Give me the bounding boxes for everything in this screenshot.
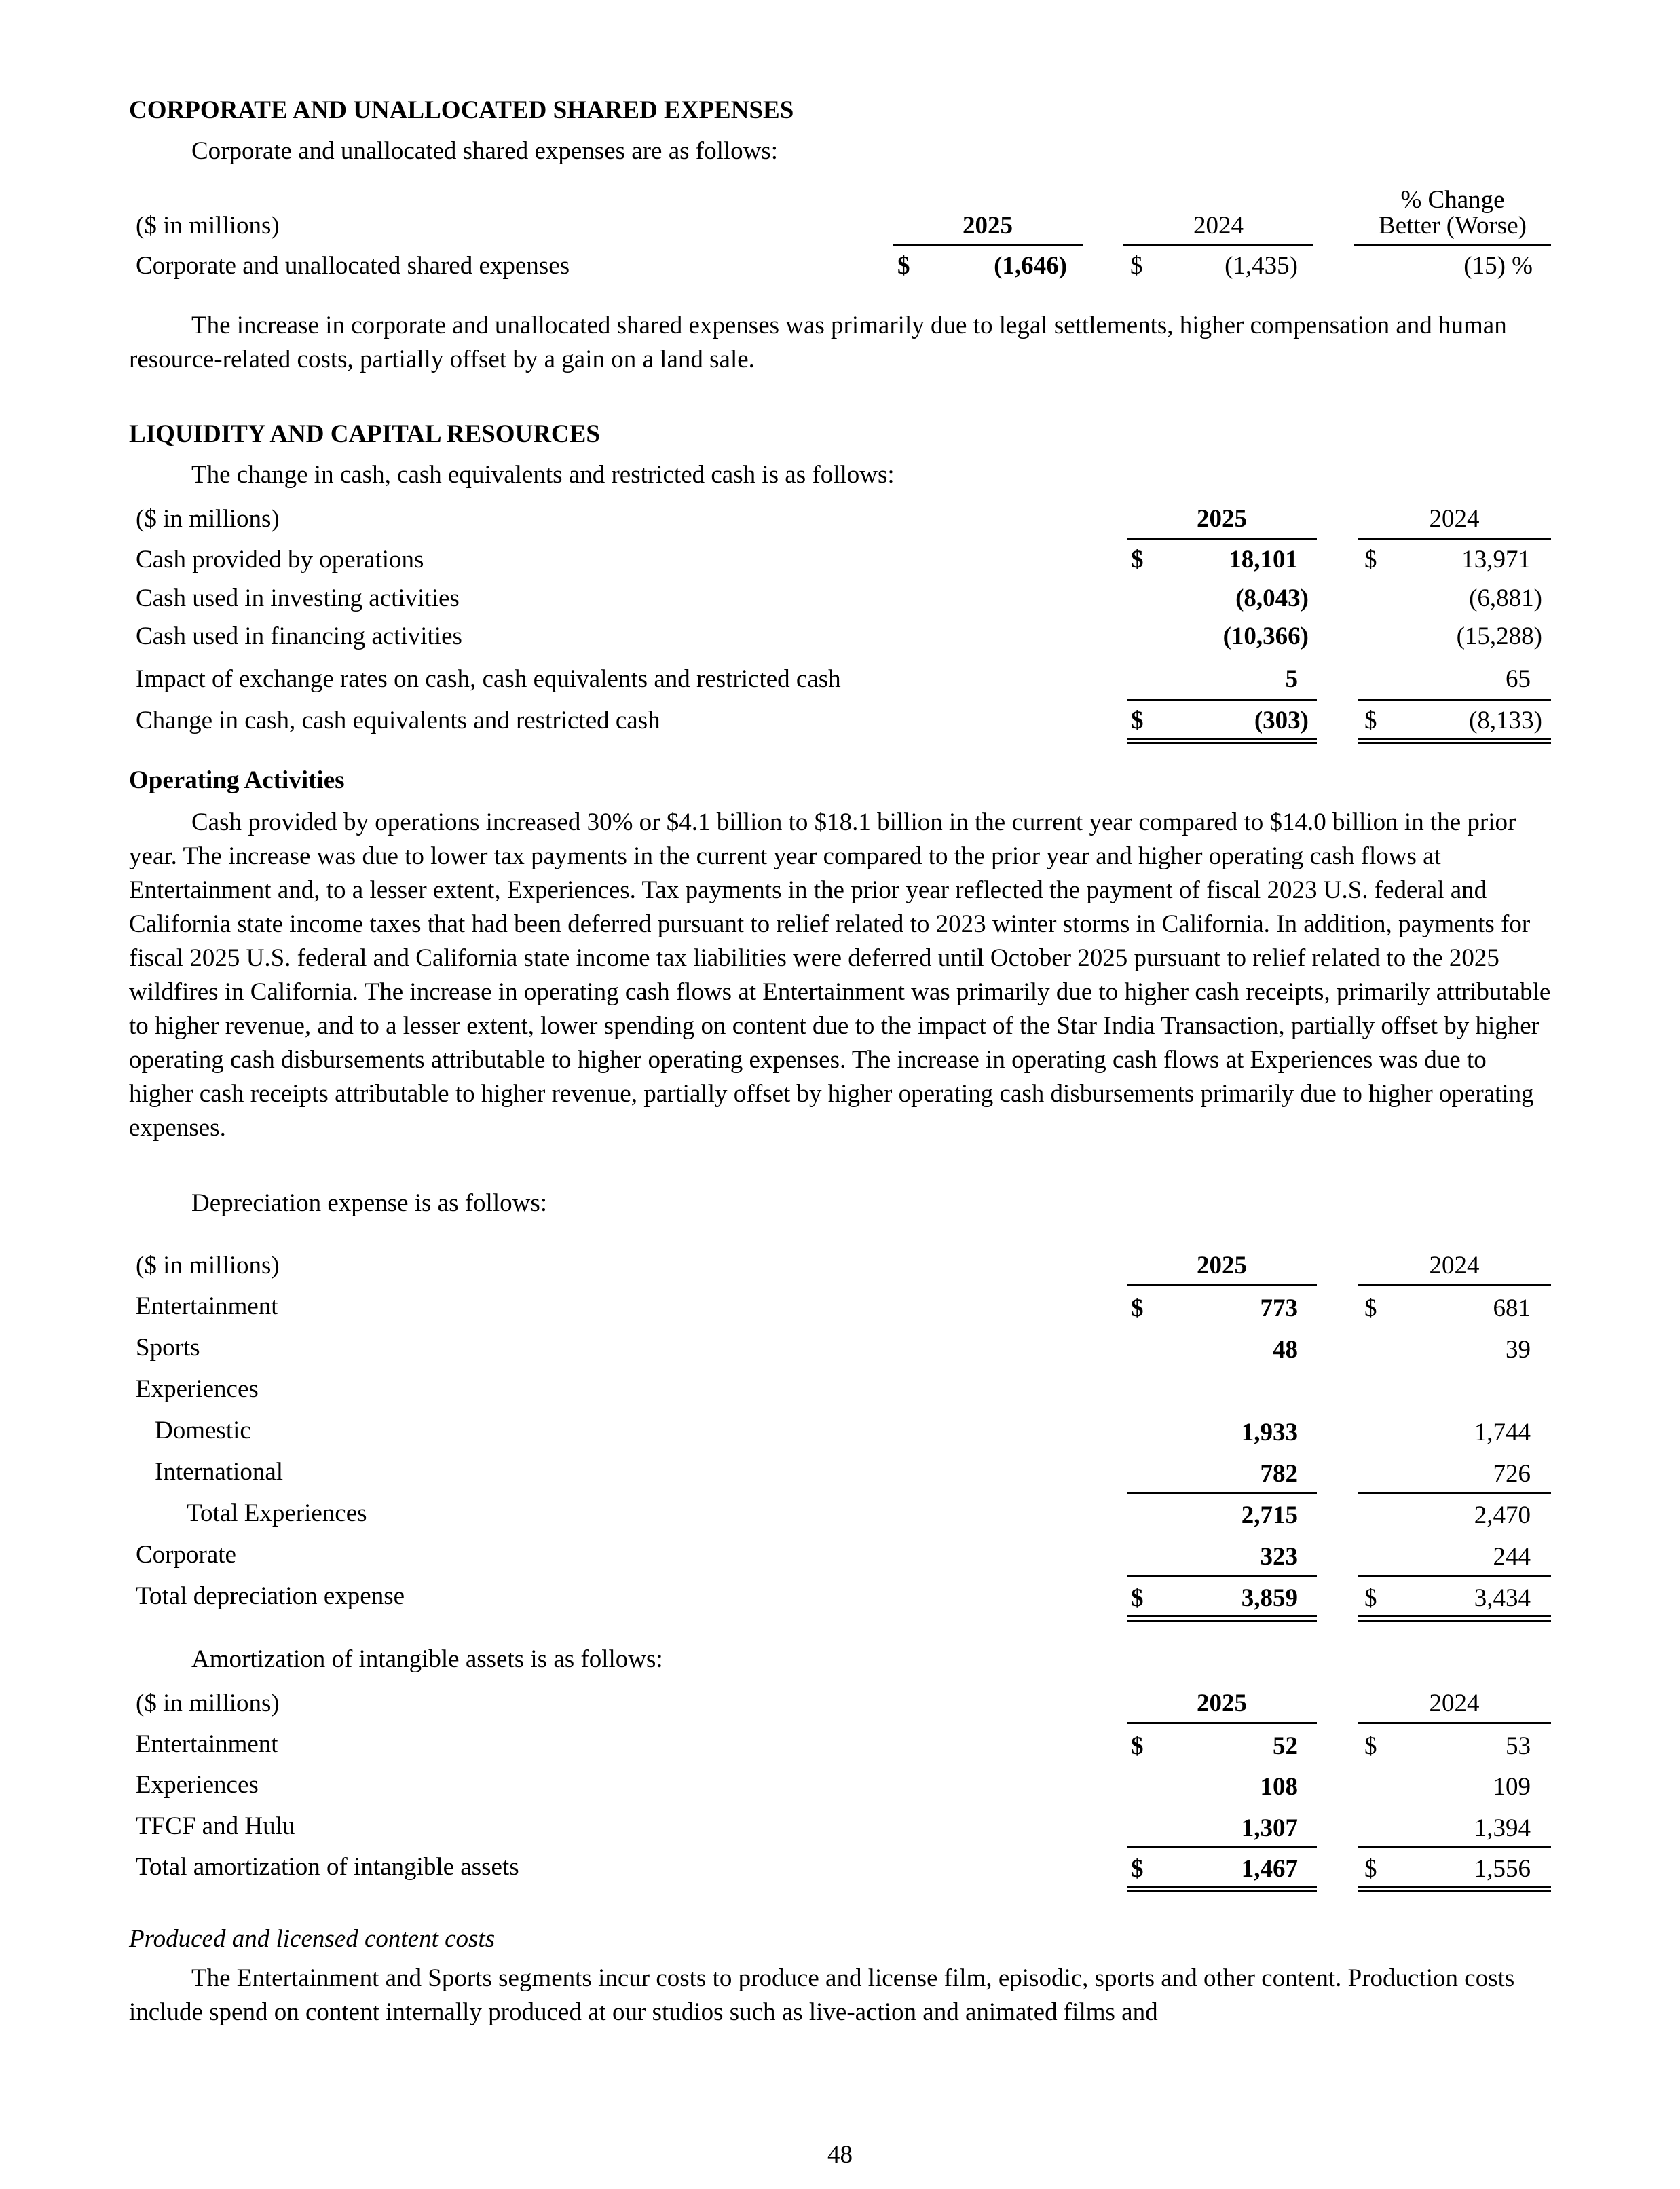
amortization-row-label: Total amortization of intangible assets xyxy=(136,1853,519,1881)
corporate-header-rule-2024 xyxy=(1123,244,1313,246)
corporate-val-2025: (1,646) xyxy=(994,252,1067,280)
corporate-header-2024: 2024 xyxy=(1193,212,1244,240)
page-number: 48 xyxy=(827,2141,853,2169)
depreciation-val-2025: 48 xyxy=(1273,1336,1298,1364)
cash-flow-cur-2025: $ xyxy=(1131,707,1144,734)
corporate-units: ($ in millions) xyxy=(136,212,280,240)
amortization-val-2025: 1,307 xyxy=(1241,1814,1298,1842)
cash-flow-header-rule-2025 xyxy=(1127,538,1317,540)
liquidity-heading: LIQUIDITY AND CAPITAL RESOURCES xyxy=(129,420,600,448)
depreciation-row-label: Corporate xyxy=(136,1541,236,1569)
cash-flow-val-2025: (10,366) xyxy=(1222,622,1309,650)
amortization-val-2025: 108 xyxy=(1260,1773,1298,1801)
operating-heading: Operating Activities xyxy=(129,766,345,794)
amortization-header-2025: 2025 xyxy=(1197,1689,1247,1717)
operating-body: Cash provided by operations increased 30% or $4.1 billion to $18.1 billion in the current year compared to $14.0 billion in the prior year. The increase was due to lower tax payments in the current year compared to the prior year and higher operating cash flows at Entertainment and, to a lesser extent, Experiences. Tax payments in the prior year reflected the payment of fiscal 2023 U.S. federal and California state income taxes that had been deferred pursuant to relief related to 2023 winter storms in California. In addition, payments for fiscal 2025 U.S. federal and California state income tax liabilities were deferred until October 2025 pursuant to relief related to the 2025 wildfires in California. The increase in operating cash flows at Entertainment was primarily due to higher cash receipts, primarily attributable to higher revenue, and to a lesser extent, lower spending on content due to the impact of the Star India Transaction, partially offset by higher operating cash disbursements attributable to higher operating expenses. The increase in operating cash flows at Experiences was due to higher cash receipts attributable to higher revenue, partially offset by higher operating cash disbursements primarily due to higher operating expenses. xyxy=(129,808,1551,1142)
corporate-header-change-line1: % Change xyxy=(1400,186,1505,214)
depreciation-val-2024: 2,470 xyxy=(1474,1501,1531,1529)
depreciation-subtotal-rule-2024 xyxy=(1358,1492,1551,1494)
depreciation-row-label: Experiences xyxy=(136,1375,259,1403)
corporate-header-rule-change xyxy=(1354,244,1551,246)
cash-flow-val-2024: (8,133) xyxy=(1469,707,1542,734)
amortization-header-2024: 2024 xyxy=(1429,1689,1480,1717)
cash-flow-row-label: Cash used in financing activities xyxy=(136,622,462,650)
liquidity-intro: The change in cash, cash equivalents and restricted cash is as follows: xyxy=(191,461,895,489)
cash-flow-val-2024: (6,881) xyxy=(1469,584,1542,612)
depreciation-row-label: Total Experiences xyxy=(187,1499,367,1527)
depreciation-val-2025: 2,715 xyxy=(1241,1501,1298,1529)
amortization-val-2024: 109 xyxy=(1493,1773,1531,1801)
depreciation-subtotal-rule-2025 xyxy=(1127,1492,1317,1494)
amortization-total-double-rule-2025 xyxy=(1127,1886,1317,1892)
amortization-val-2024: 53 xyxy=(1506,1732,1531,1760)
amortization-intro: Amortization of intangible assets is as follows: xyxy=(191,1645,663,1673)
depreciation-val-2024: 244 xyxy=(1493,1543,1531,1571)
cash-flow-total-double-rule-2024 xyxy=(1358,738,1551,744)
depreciation-header-rule-2024 xyxy=(1358,1284,1551,1286)
corporate-header-2025: 2025 xyxy=(963,212,1013,240)
amortization-total-rule-2024 xyxy=(1358,1846,1551,1848)
amortization-cur-2025: $ xyxy=(1131,1732,1144,1760)
depreciation-row-label: Sports xyxy=(136,1334,200,1362)
cash-flow-val-2025: (8,043) xyxy=(1235,584,1309,612)
depreciation-val-2024: 681 xyxy=(1493,1294,1531,1322)
produced-body: The Entertainment and Sports segments incur costs to produce and license film, episodic, sports and other content. Production costs include spend on content internally produced at our studios such as live-action and animated films and xyxy=(129,1964,1515,2026)
corporate-intro: Corporate and unallocated shared expenses are as follows: xyxy=(191,137,779,165)
depreciation-val-2024: 39 xyxy=(1506,1336,1531,1364)
cash-flow-val-2025: (303) xyxy=(1254,707,1309,734)
amortization-val-2024: 1,394 xyxy=(1474,1814,1531,1842)
depreciation-cur-2024: $ xyxy=(1364,1294,1377,1322)
depreciation-val-2025: 1,933 xyxy=(1241,1419,1298,1446)
cash-flow-header-2024: 2024 xyxy=(1429,505,1480,533)
corporate-heading: CORPORATE AND UNALLOCATED SHARED EXPENSES xyxy=(129,96,794,124)
amortization-units: ($ in millions) xyxy=(136,1689,280,1717)
amortization-row-label: Entertainment xyxy=(136,1730,278,1758)
depreciation-val-2024: 726 xyxy=(1493,1460,1531,1488)
amortization-val-2025: 1,467 xyxy=(1241,1855,1298,1883)
depreciation-row-label: Domestic xyxy=(155,1417,251,1444)
depreciation-row-label: Total depreciation expense xyxy=(136,1582,405,1610)
cash-flow-row-label: Impact of exchange rates on cash, cash equivalents and restricted cash xyxy=(136,665,841,693)
cash-flow-row-label: Change in cash, cash equivalents and restricted cash xyxy=(136,707,660,734)
cash-flow-subtotal-rule-2024 xyxy=(1358,699,1551,701)
depreciation-val-2025: 3,859 xyxy=(1241,1584,1298,1612)
depreciation-val-2024: 3,434 xyxy=(1474,1584,1531,1612)
cash-flow-units: ($ in millions) xyxy=(136,505,280,533)
cash-flow-header-2025: 2025 xyxy=(1197,505,1247,533)
cash-flow-val-2025: 5 xyxy=(1285,665,1298,693)
corporate-cur-2025: $ xyxy=(897,252,910,280)
depreciation-row-label: International xyxy=(155,1458,284,1486)
amortization-cur-2024: $ xyxy=(1364,1855,1377,1883)
corporate-row-label: Corporate and unallocated shared expenses xyxy=(136,252,570,280)
depreciation-cur-2025: $ xyxy=(1131,1294,1144,1322)
amortization-val-2025: 52 xyxy=(1273,1732,1298,1760)
depreciation-total-double-rule-2025 xyxy=(1127,1615,1317,1622)
amortization-header-rule-2025 xyxy=(1127,1722,1317,1724)
cash-flow-val-2025: 18,101 xyxy=(1229,546,1298,574)
depreciation-cur-2024: $ xyxy=(1364,1584,1377,1612)
cash-flow-val-2024: 13,971 xyxy=(1461,546,1531,574)
depreciation-val-2024: 1,744 xyxy=(1474,1419,1531,1446)
cash-flow-cur-2024: $ xyxy=(1364,546,1377,574)
amortization-cur-2024: $ xyxy=(1364,1732,1377,1760)
depreciation-header-2024: 2024 xyxy=(1429,1252,1480,1279)
amortization-row-label: TFCF and Hulu xyxy=(136,1812,295,1840)
corporate-val-2024: (1,435) xyxy=(1225,252,1298,280)
depreciation-total-rule-2025 xyxy=(1127,1575,1317,1577)
amortization-cur-2025: $ xyxy=(1131,1855,1144,1883)
cash-flow-cur-2024: $ xyxy=(1364,707,1377,734)
depreciation-header-2025: 2025 xyxy=(1197,1252,1247,1279)
cash-flow-total-double-rule-2025 xyxy=(1127,738,1317,744)
cash-flow-cur-2025: $ xyxy=(1131,546,1144,574)
depreciation-units: ($ in millions) xyxy=(136,1252,280,1279)
corporate-header-change-line2: Better (Worse) xyxy=(1379,212,1527,240)
corporate-note: The increase in corporate and unallocated shared expenses was primarily due to legal settlements, higher compensation and human resource-related costs, partially offset by a gain on a land sale. xyxy=(129,312,1507,373)
depreciation-intro: Depreciation expense is as follows: xyxy=(191,1189,548,1217)
depreciation-row-label: Entertainment xyxy=(136,1292,278,1320)
cash-flow-header-rule-2024 xyxy=(1358,538,1551,540)
produced-heading: Produced and licensed content costs xyxy=(129,1925,496,1953)
depreciation-val-2025: 323 xyxy=(1260,1543,1298,1571)
cash-flow-val-2024: (15,288) xyxy=(1456,622,1542,650)
corporate-val-change: (15) % xyxy=(1463,252,1533,280)
amortization-total-rule-2025 xyxy=(1127,1846,1317,1848)
amortization-row-label: Experiences xyxy=(136,1771,259,1799)
depreciation-total-rule-2024 xyxy=(1358,1575,1551,1577)
cash-flow-row-label: Cash used in investing activities xyxy=(136,584,460,612)
cash-flow-val-2024: 65 xyxy=(1506,665,1531,693)
corporate-cur-2024: $ xyxy=(1130,252,1143,280)
cash-flow-subtotal-rule-2025 xyxy=(1127,699,1317,701)
depreciation-total-double-rule-2024 xyxy=(1358,1615,1551,1622)
amortization-val-2024: 1,556 xyxy=(1474,1855,1531,1883)
amortization-total-double-rule-2024 xyxy=(1358,1886,1551,1892)
cash-flow-row-label: Cash provided by operations xyxy=(136,546,424,574)
depreciation-header-rule-2025 xyxy=(1127,1284,1317,1286)
depreciation-val-2025: 782 xyxy=(1260,1460,1298,1488)
corporate-header-rule-2025 xyxy=(893,244,1083,246)
amortization-header-rule-2024 xyxy=(1358,1722,1551,1724)
depreciation-cur-2025: $ xyxy=(1131,1584,1144,1612)
depreciation-val-2025: 773 xyxy=(1260,1294,1298,1322)
